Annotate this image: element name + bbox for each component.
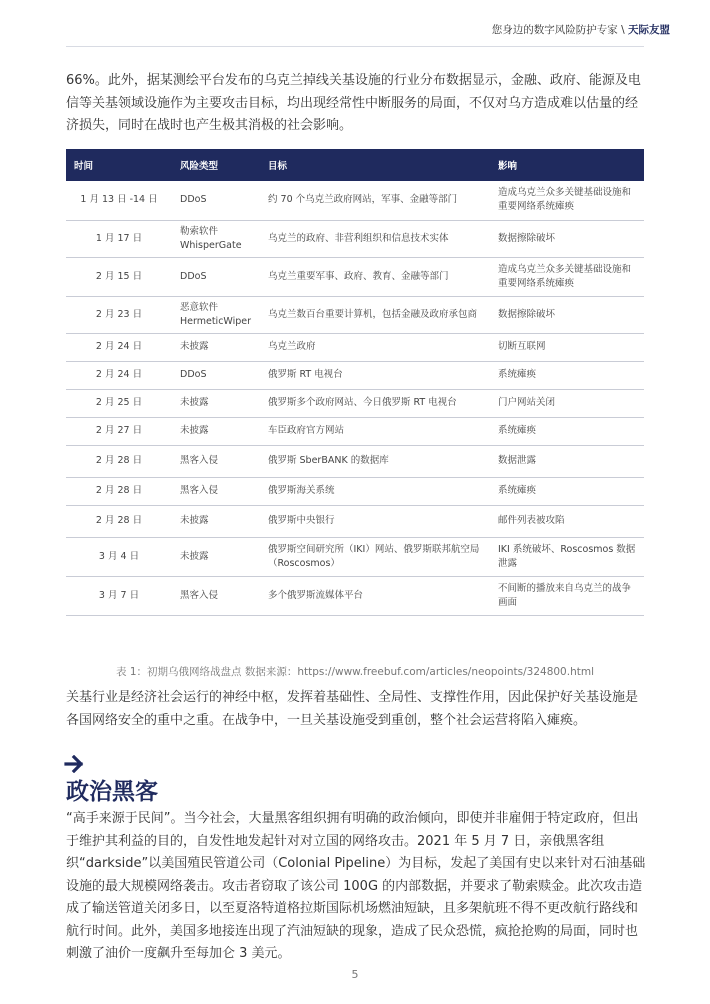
cell-risk-type: 未披露 <box>172 537 260 576</box>
table-row <box>66 389 644 417</box>
cell-target: 俄罗斯 RT 电视台 <box>260 361 490 389</box>
table-row <box>66 477 644 505</box>
cell-target: 乌克兰政府 <box>260 333 490 361</box>
cell-risk-type: 勒索软件 WhisperGate <box>172 220 260 257</box>
section-title: 政治黑客 <box>66 779 158 805</box>
cell-target: 乌克兰数百台重要计算机，包括金融及政府承包商 <box>260 296 490 333</box>
table-body <box>66 181 644 615</box>
cell-impact: 数据擦除破坏 <box>490 296 644 333</box>
cell-time: 3 月 7 日 <box>66 576 172 615</box>
cell-risk-type: 未披露 <box>172 333 260 361</box>
cell-risk-type: DDoS <box>172 181 260 220</box>
table-row <box>66 181 644 220</box>
col-header-impact: 影响 <box>490 149 644 181</box>
cell-impact: 系统瘫痪 <box>490 477 644 505</box>
header-tagline: 您身边的数字风险防护专家 \ <box>491 24 628 36</box>
intro-paragraph: 66%。此外，据某测绘平台发布的乌克兰掉线关基设施的行业分布数据显示，金融、政府、能源及电信等关基领域设施作为主要攻击目标，均出现经常性中断服务的局面，不仅对乌方造成难以估量的经济损失，同时在战时也产生极其消极的社会影响。 <box>66 73 641 133</box>
table-row <box>66 333 644 361</box>
header-divider <box>66 46 644 47</box>
cell-target: 俄罗斯 SberBANK 的数据库 <box>260 445 490 477</box>
cell-target: 俄罗斯中央银行 <box>260 505 490 537</box>
cell-impact: 造成乌克兰众多关键基础设施和重要网络系统瘫痪 <box>490 181 644 220</box>
cell-time: 2 月 25 日 <box>66 389 172 417</box>
cell-impact: 不间断的播放来自乌克兰的战争画面 <box>490 576 644 615</box>
table-row <box>66 505 644 537</box>
cell-target: 俄罗斯海关系统 <box>260 477 490 505</box>
cell-time: 1 月 13 日 -14 日 <box>66 181 172 220</box>
cell-time: 2 月 28 日 <box>66 477 172 505</box>
cell-impact: 数据擦除破坏 <box>490 220 644 257</box>
cell-impact: IKI 系统破坏、Roscosmos 数据泄露 <box>490 537 644 576</box>
cell-target: 多个俄罗斯流媒体平台 <box>260 576 490 615</box>
cell-impact: 造成乌克兰众多关键基础设施和重要网络系统瘫痪 <box>490 257 644 296</box>
cell-target: 俄罗斯多个政府网站、今日俄罗斯 RT 电视台 <box>260 389 490 417</box>
cell-impact: 系统瘫痪 <box>490 417 644 445</box>
cell-risk-type: 未披露 <box>172 389 260 417</box>
cell-target: 约 70 个乌克兰政府网站，军事、金融等部门 <box>260 181 490 220</box>
cell-target: 俄罗斯空间研究所（IKI）网站、俄罗斯联邦航空局（Roscosmos） <box>260 537 490 576</box>
cell-time: 1 月 17 日 <box>66 220 172 257</box>
cell-time: 2 月 24 日 <box>66 361 172 389</box>
table-row <box>66 257 644 296</box>
cell-risk-type: DDoS <box>172 257 260 296</box>
cell-impact: 门户网站关闭 <box>490 389 644 417</box>
page-header <box>492 22 670 37</box>
cell-time: 3 月 4 日 <box>66 537 172 576</box>
cell-risk-type: 未披露 <box>172 417 260 445</box>
header-brand: 天际友盟 <box>628 24 670 36</box>
col-header-risk-type: 风险类型 <box>172 149 260 181</box>
cell-time: 2 月 28 日 <box>66 505 172 537</box>
cell-target: 车臣政府官方网站 <box>260 417 490 445</box>
cell-risk-type: 未披露 <box>172 505 260 537</box>
table-caption: 表 1：初期乌俄网络战盘点 数据来源：https://www.freebuf.com/articles/neopoints/324800.html <box>116 666 594 678</box>
cell-impact: 邮件列表被攻陷 <box>490 505 644 537</box>
cell-impact: 切断互联网 <box>490 333 644 361</box>
col-header-time: 时间 <box>66 149 172 181</box>
table-row <box>66 220 644 257</box>
bottom-paragraph: “高手来源于民间”。当今社会，大量黑客组织拥有明确的政治倾向，即使并非雇佣于特定政府，但出于维护其利益的目的，自发性地发起针对对立国的网络攻击。2021 年 5 月 7 日，亲俄黑客组织“darkside”以美国殖民管道公司（Colonial Pipeline）为目标，发起了美国有史以来针对石油基础设施的最大规模网络袭击。攻击者窃取了该公司 100G 的内部数据，并要求了勒索赎金。此次攻击造成了输送管道关闭多日，以至夏洛特道格拉斯国际机场燃油短缺，且多架航班不得不更改航行路线和航行时间。此外，美国多地接连出现了汽油短缺的现象，造成了民众恐慌，疯抢抢购的局面，同时也刺激了油价一度飙升至每加仑 3 美元。 <box>66 811 646 961</box>
cell-target: 乌克兰重要军事、政府、教育、金融等部门 <box>260 257 490 296</box>
cell-risk-type: 恶意软件 HermeticWiper <box>172 296 260 333</box>
cell-impact: 系统瘫痪 <box>490 361 644 389</box>
cell-time: 2 月 27 日 <box>66 417 172 445</box>
cell-time: 2 月 24 日 <box>66 333 172 361</box>
table-row <box>66 361 644 389</box>
cell-impact: 数据泄露 <box>490 445 644 477</box>
cell-time: 2 月 15 日 <box>66 257 172 296</box>
col-header-target: 目标 <box>260 149 490 181</box>
table-header-row <box>66 149 644 181</box>
mid-paragraph: 关基行业是经济社会运行的神经中枢，发挥着基础性、全局性、支撑性作用，因此保护好关基设施是各国网络安全的重中之重。在战争中，一旦关基设施受到重创，整个社会运营将陷入瘫痪。 <box>66 690 639 728</box>
table-row <box>66 576 644 615</box>
cell-time: 2 月 23 日 <box>66 296 172 333</box>
table-row <box>66 445 644 477</box>
cell-risk-type: 黑客入侵 <box>172 576 260 615</box>
cell-time: 2 月 28 日 <box>66 445 172 477</box>
table-row <box>66 296 644 333</box>
table-row <box>66 537 644 576</box>
cell-risk-type: 黑客入侵 <box>172 445 260 477</box>
cell-target: 乌克兰的政府、非营利组织和信息技术实体 <box>260 220 490 257</box>
cell-risk-type: DDoS <box>172 361 260 389</box>
page-number: 5 <box>351 968 359 981</box>
cell-risk-type: 黑客入侵 <box>172 477 260 505</box>
cyberwar-table <box>66 149 644 616</box>
table-row <box>66 417 644 445</box>
